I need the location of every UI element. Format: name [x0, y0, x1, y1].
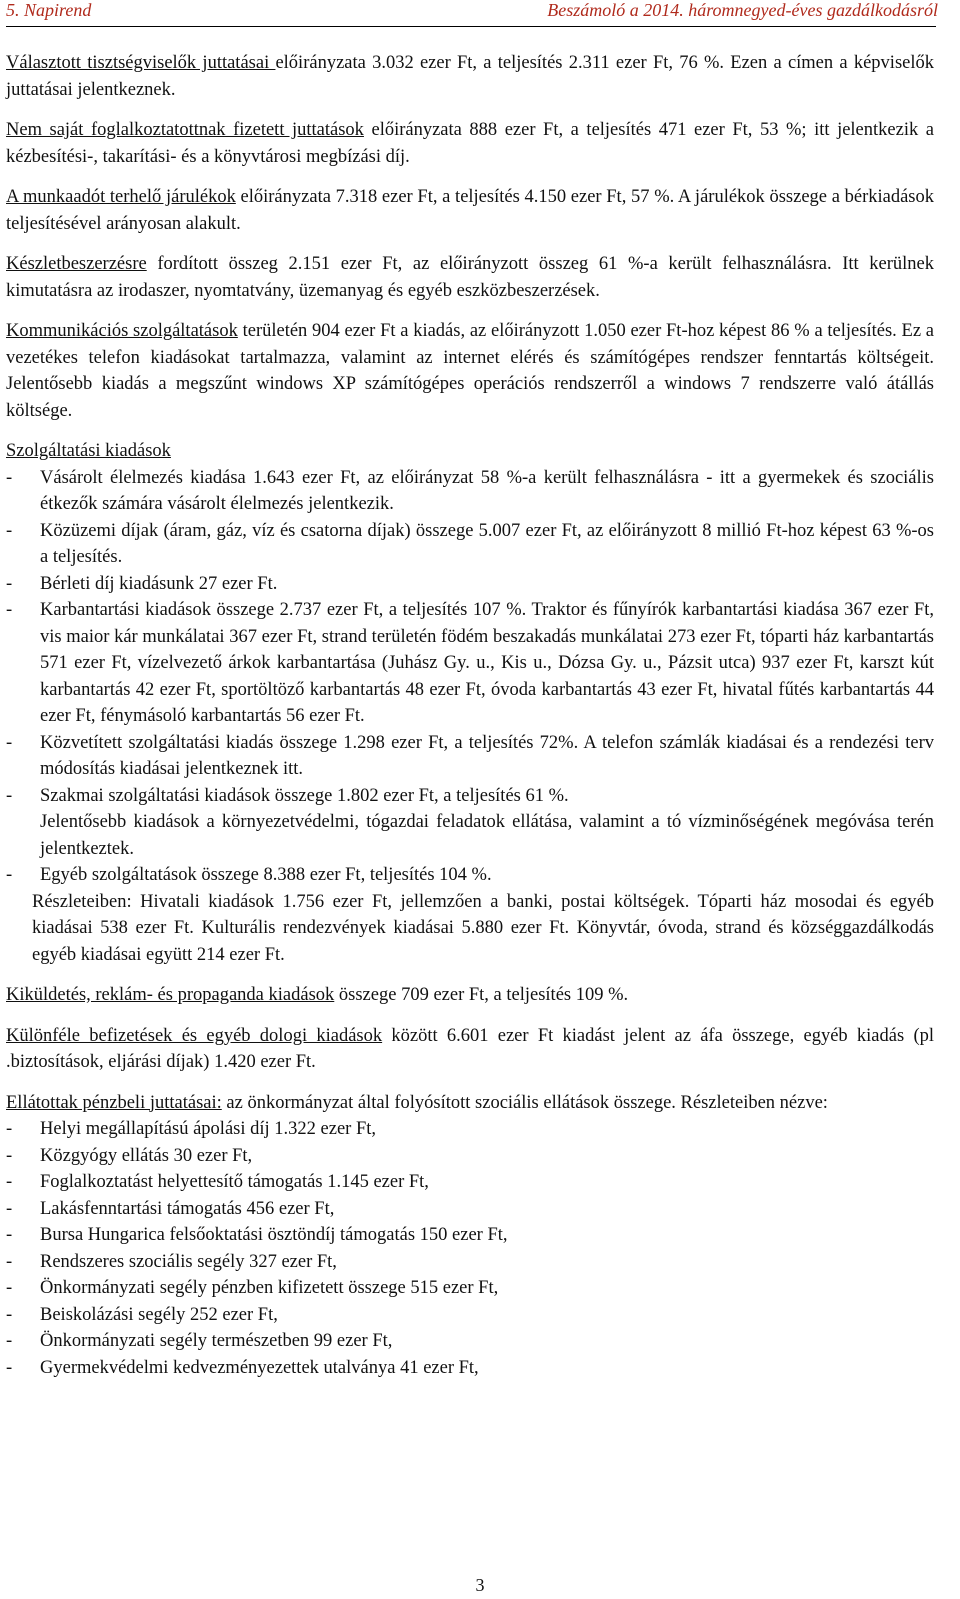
paragraph-contributions: A munkaadót terhelő járulékok előirányzata 7.318 ezer Ft, a teljesítés 4.150 ezer Ft, 57 %. A járulékok összege a bérkiadások teljesítésével arányosan alakult.: [6, 187, 934, 234]
paragraph-misc: Különféle befizetések és egyéb dologi kiadások között 6.601 ezer Ft kiadást jelent az áfa összege, egyéb kiadás (pl .biztosítások, eljárási díjak) 1.420 ezer Ft.: [6, 1025, 934, 1072]
paragraph-travel: Kiküldetés, reklám- és propaganda kiadások összege 709 ezer Ft, a teljesítés 109 %.: [6, 985, 629, 1005]
list-item: - Bursa Hungarica felsőoktatási ösztöndíj támogatás 150 ezer Ft,: [6, 1225, 508, 1245]
paragraph-external-payments: Nem saját foglalkoztatottnak fizetett juttatások előirányzata 888 ezer Ft, a teljesítés 471 ezer Ft, 53 %; itt jelentkezik a kézbesítési-, takarítási- és a könyvtárosi megbízási díj.: [6, 120, 934, 167]
list-item: - Vásárolt élelmezés kiadása 1.643 ezer Ft, az előirányzat 58 %-a került felhasználásra - itt a gyermekek és szociális étkezők számára vásárolt élelmezés jelentkezik.: [6, 467, 934, 514]
paragraph-benefits: Ellátottak pénzbeli juttatásai: az önkormányzat által folyósított szociális ellátások összege. Részleteiben nézve:: [6, 1092, 828, 1113]
heading-misc: Különféle befizetések és egyéb dologi kiadások: [6, 1025, 383, 1046]
services-section: [6, 438, 934, 968]
list-item: - Önkormányzati segély természetben 99 ezer Ft,: [6, 1331, 393, 1351]
list-item: - Bérleti díj kiadásunk 27 ezer Ft.: [6, 573, 278, 594]
page-number: 3: [475, 1575, 485, 1595]
list-item: - Rendszeres szociális segély 327 ezer Ft,: [6, 1251, 337, 1272]
heading-benefits: Ellátottak pénzbeli juttatásai:: [6, 1092, 222, 1113]
list-item: - Lakásfenntartási támogatás 456 ezer Ft,: [6, 1198, 335, 1219]
document-body: [6, 50, 934, 1381]
benefits-list: [6, 1116, 934, 1381]
list-item: - Közvetített szolgáltatási kiadás összege 1.298 ezer Ft, a teljesítés 72%. A telefon számlák kiadásai és a rendezési terv módosítás kiadásai jelentkeznek itt.: [6, 732, 934, 779]
list-item: - Önkormányzati segély pénzben kifizetett összege 515 ezer Ft,: [6, 1278, 499, 1298]
heading-communication: Kommunikációs szolgáltatások: [6, 321, 238, 341]
heading-travel: Kiküldetés, reklám- és propaganda kiadások: [6, 985, 335, 1005]
list-item: - Egyéb szolgáltatások összege 8.388 ezer Ft, teljesítés 104 %.: [6, 865, 492, 885]
paragraph-officials: Választott tisztségviselők juttatásai előirányzata 3.032 ezer Ft, a teljesítés 2.311 ezer Ft, 76 %. Ezen a címen a képviselők juttatásai jelentkeznek.: [6, 53, 934, 100]
list-item: - Szakmai szolgáltatási kiadások összege 1.802 ezer Ft, a teljesítés 61 %.: [6, 785, 569, 806]
list-item: - Helyi megállapítású ápolási díj 1.322 ezer Ft,: [6, 1119, 376, 1139]
heading-supplies: Készletbeszerzésre: [6, 254, 147, 274]
list-item: - Közüzemi díjak (áram, gáz, víz és csatorna díjak) összege 5.007 ezer Ft, az előirányzott 8 millió Ft-hoz képest 63 %-os a teljesítés.: [6, 520, 934, 567]
list-item: - Foglalkoztatást helyettesítő támogatás 1.145 ezer Ft,: [6, 1172, 429, 1192]
paragraph-supplies: Készletbeszerzésre fordított összeg 2.151 ezer Ft, az előirányzott összeg 61 %-a került felhasználásra. Itt kerülnek kimutatásra az irodaszer, nyomtatvány, üzemanyag és egyéb eszközbeszerzések.: [6, 254, 934, 301]
list-item: - Közgyógy ellátás 30 ezer Ft,: [6, 1145, 253, 1166]
header-right: Beszámoló a 2014. háromnegyed-éves gazdálkodásról: [547, 0, 938, 20]
heading-external-payments: Nem saját foglalkoztatottnak fizetett juttatások: [6, 120, 364, 140]
heading-services: Szolgáltatási kiadások: [6, 441, 171, 461]
page-header: [0, 0, 960, 24]
heading-officials: Választott tisztségviselők juttatásai: [6, 53, 276, 73]
paragraph-communication: Kommunikációs szolgáltatások területén 904 ezer Ft a kiadás, az előirányzott 1.050 ezer Ft-hoz képest 86 % a teljesítés. Ez a vezetékes telefon kiadásokat tartalmazza, valamint az internet elérés és számítógépes rendszer fenntartás költségeit. Jelentősebb kiadás a megszűnt windows XP számítógépes operációs rendszerről a windows 7 rendszerre való átállás költsége.: [6, 321, 934, 421]
heading-contributions: A munkaadót terhelő járulékok: [6, 187, 236, 207]
header-left: 5. Napirend: [6, 0, 92, 20]
list-item-continuation: Részleteiben: Hivatali kiadások 1.756 ezer Ft, jellemzően a banki, postai költségek. Tóparti ház mosodai és egyéb kiadásai 538 ezer Ft. Kulturális rendezvények kiadásai 5.880 ezer Ft. Könyvtár, óvoda, strand és községgazdálkodás egyéb kiadásai együtt 214 ezer Ft.: [32, 891, 934, 965]
list-item: - Gyermekvédelmi kedvezményezettek utalványa 41 ezer Ft,: [6, 1357, 479, 1378]
list-item: - Beiskolázási segély 252 ezer Ft,: [6, 1304, 278, 1325]
list-item-continuation: Jelentősebb kiadások a környezetvédelmi, tógazdai feladatok ellátása, valamint a tó vízminőségének megóvása terén jelentkeztek.: [40, 812, 934, 859]
list-item: - Karbantartási kiadások összege 2.737 ezer Ft, a teljesítés 107 %. Traktor és fűnyírók karbantartási kiadása 367 ezer Ft, vis maior kár munkálatai 367 ezer Ft, strand területén födém beszakadás munkálatai 273 ezer Ft, tóparti ház karbantartás 571 ezer Ft, vízelvezető árkok karbantartása (Juhász Gy. u., Kis u., Dózsa Gy. u., Pázsit utca) 937 ezer Ft, karszt kút karbantartás 42 ezer Ft, sportöltöző karbantartás 48 ezer Ft, óvoda karbantartás 43 ezer Ft, hivatal fűtés karbantartás 44 ezer Ft, fénymásoló karbantartás 56 ezer Ft.: [6, 600, 934, 726]
header-divider: [6, 26, 936, 27]
